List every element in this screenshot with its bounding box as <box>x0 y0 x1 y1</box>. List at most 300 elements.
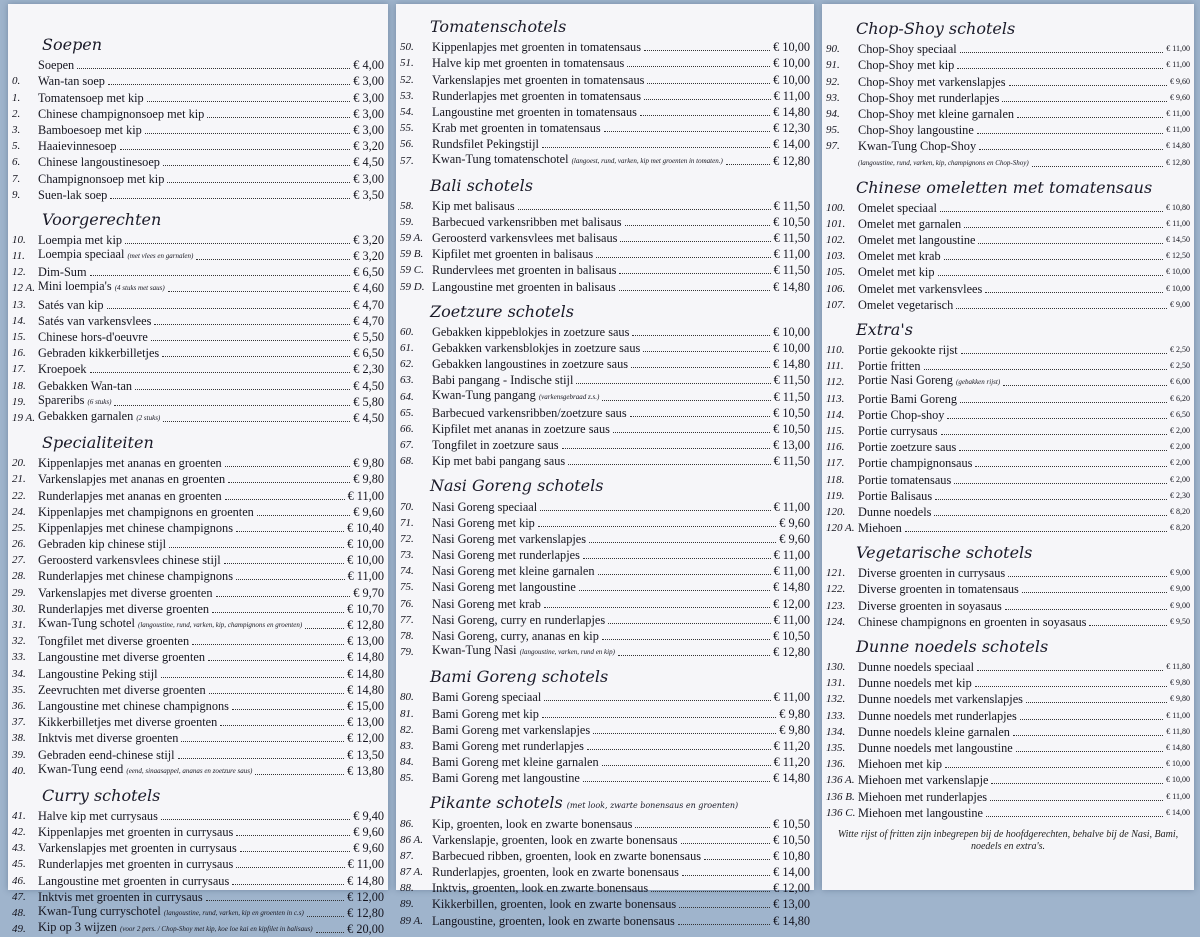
menu-item <box>400 453 810 469</box>
item-name <box>432 579 576 595</box>
item-name <box>432 230 617 246</box>
item-price: € 11,20 <box>773 738 810 753</box>
item-name-text: Nasi Goreng met varkenslapjes <box>432 531 587 546</box>
item-name-text: Inktvis met groenten in currysaus <box>38 889 203 904</box>
item-number: 52. <box>400 73 414 86</box>
menu-item <box>400 563 810 579</box>
item-number: 76. <box>400 597 414 610</box>
item-name <box>858 659 974 675</box>
item-name <box>858 248 941 264</box>
item-number: 136 A. <box>826 774 855 787</box>
item-price: € 2,50 <box>1170 345 1190 354</box>
section-title <box>430 301 810 323</box>
item-name-text: Gebakken garnalen <box>38 408 134 423</box>
item-price: € 4,70 <box>353 297 384 312</box>
item-name-text: Kippenlapjes met groenten in tomatensaus <box>432 40 641 55</box>
item-number: 53. <box>400 89 414 102</box>
item-price: € 9,00 <box>1170 568 1190 578</box>
item-number: 41. <box>12 809 26 822</box>
menu-item <box>12 520 384 536</box>
item-number: 100. <box>826 201 846 214</box>
dot-leader <box>1089 625 1167 626</box>
item-price: € 11,50 <box>773 373 810 388</box>
item-name <box>432 547 580 563</box>
menu-item <box>400 754 810 770</box>
item-name <box>432 340 640 356</box>
item-price: € 3,00 <box>353 74 384 89</box>
item-number: 62. <box>400 358 414 371</box>
item-name-text: Kwan-Tung Chop-Shoy <box>858 139 977 154</box>
item-number: 86. <box>400 817 414 830</box>
item-name <box>858 153 1029 171</box>
item-number: 14. <box>12 314 26 327</box>
item-name-text: Wan-tan soep <box>38 74 105 89</box>
item-name <box>38 633 189 649</box>
item-number: 92. <box>826 75 840 88</box>
item-name-text: Kwan-Tung pangang <box>432 387 536 402</box>
item-name <box>858 200 937 216</box>
menu-section-list <box>400 198 810 295</box>
section-title-text: Vegetarische schotels <box>856 543 1033 563</box>
item-name-text: Portie zoetzure saus <box>858 440 957 455</box>
item-number: 59 D. <box>400 280 425 293</box>
menu-item <box>12 248 384 264</box>
dot-leader <box>682 875 770 876</box>
item-name-text: Kwan-Tung schotel <box>38 616 135 630</box>
item-number: 55. <box>400 122 414 135</box>
item-price: € 14,80 <box>773 913 810 928</box>
dot-leader <box>643 351 770 352</box>
menu-item <box>12 808 384 824</box>
menu-item <box>400 864 810 880</box>
item-name-text: Dunne noedels met kip <box>858 676 972 691</box>
item-number: 51. <box>400 57 414 70</box>
item-name-text: Gebraden eend-chinese stijl <box>38 747 175 762</box>
menu-item <box>12 106 384 122</box>
dot-leader <box>544 607 770 608</box>
dot-leader <box>975 466 1167 467</box>
item-price: € 10,00 <box>1166 759 1190 769</box>
item-number: 115. <box>826 424 845 437</box>
item-number: 29. <box>12 586 26 599</box>
item-name <box>432 453 565 469</box>
item-price: € 2,00 <box>1170 425 1190 435</box>
item-number: 75. <box>400 581 414 594</box>
item-name <box>858 423 938 439</box>
item-name-text: Omelet met garnalen <box>858 216 962 231</box>
item-name <box>858 772 988 788</box>
item-name <box>432 722 590 738</box>
item-name-text: Krab met groenten in tomatensaus <box>432 121 601 136</box>
item-number: 123. <box>826 599 846 612</box>
item-number: 3. <box>12 123 21 136</box>
menu-item <box>826 788 1190 804</box>
menu-item <box>826 374 1190 390</box>
item-name-text: Kippenlapjes met ananas en groenten <box>38 456 222 471</box>
item-price: € 11,00 <box>773 247 810 262</box>
item-name-text: Miehoen met varkenslapje <box>858 773 989 788</box>
menu-item <box>12 504 384 520</box>
dot-leader <box>959 450 1167 451</box>
item-name <box>38 297 104 313</box>
item-name-text: Halve kip met currysaus <box>38 808 158 823</box>
menu-item <box>12 487 384 503</box>
item-number: 136 B. <box>826 790 855 803</box>
item-name <box>432 55 624 71</box>
item-price: € 10,50 <box>773 405 810 420</box>
menu-item <box>12 840 384 856</box>
item-number: 2. <box>12 107 21 120</box>
menu-item <box>400 612 810 628</box>
dot-leader <box>542 147 770 148</box>
section-title <box>430 666 810 688</box>
dot-leader <box>940 211 1163 212</box>
item-number: 133. <box>826 709 846 722</box>
dot-leader <box>161 819 350 820</box>
item-name <box>858 805 983 821</box>
item-number: 61. <box>400 342 414 354</box>
dot-leader <box>957 68 1163 69</box>
dot-leader <box>307 916 344 917</box>
item-name-text: Loempia met kip <box>38 232 123 247</box>
dot-leader <box>108 84 350 85</box>
menu-section-list <box>826 342 1190 536</box>
item-name-text: Portie Nasi Goreng <box>858 373 953 388</box>
item-name <box>858 297 953 313</box>
dot-leader <box>644 50 770 51</box>
item-name-text: Suen-lak soep <box>38 187 108 202</box>
menu-item <box>12 170 384 186</box>
dot-leader <box>651 891 770 892</box>
item-price: € 10,50 <box>773 832 810 847</box>
item-note: (voor 2 pers. / Chop-Shoy met kip, koe loe kai en kipfilet in balisaus) <box>119 925 313 934</box>
menu-item <box>400 262 810 278</box>
menu-item <box>826 280 1190 296</box>
item-price: € 9,70 <box>353 585 384 600</box>
item-number: 121. <box>826 567 846 580</box>
menu-item <box>400 531 810 547</box>
item-price: € 12,00 <box>347 889 384 904</box>
dot-leader <box>975 686 1167 687</box>
menu-item <box>400 71 810 87</box>
dot-leader <box>540 510 770 511</box>
item-price: € 10,00 <box>773 341 810 355</box>
item-price: € 10,40 <box>347 520 384 535</box>
dot-leader <box>986 816 1163 817</box>
item-price: € 2,00 <box>1170 442 1190 452</box>
item-price: € 2,30 <box>353 362 384 377</box>
menu-item <box>400 39 810 55</box>
item-number: 93. <box>826 91 840 104</box>
item-number: 28. <box>12 570 26 583</box>
item-name-text: Nasi Goreng met krab <box>432 596 541 611</box>
menu-section-list <box>400 39 810 169</box>
item-name-text: Varkenslapjes met groenten in currysaus <box>38 841 237 856</box>
item-number: 124. <box>826 615 846 628</box>
menu-section-list <box>12 57 384 203</box>
item-name <box>432 832 678 848</box>
item-name-text: Nasi Goreng, curry, ananas en kip <box>432 629 599 643</box>
item-note: (6 stuks) <box>87 397 112 406</box>
item-price: € 3,00 <box>353 122 384 137</box>
item-name <box>432 72 644 88</box>
section-title-text: Pikante schotels <box>430 793 563 813</box>
item-name-text: Kippenlapjes met champignons en groenten <box>38 504 254 519</box>
item-price: € 9,80 <box>779 706 810 721</box>
dot-leader <box>945 767 1163 768</box>
menu-item <box>826 297 1190 313</box>
dot-leader <box>110 198 350 199</box>
menu-panel-right <box>822 4 1194 890</box>
item-number: 24. <box>12 505 26 518</box>
item-name-text: Varkenslapjes met diverse groenten <box>38 585 213 600</box>
item-name-text: Kip met balisaus <box>432 198 515 213</box>
menu-item <box>826 90 1190 106</box>
item-name <box>38 171 164 187</box>
item-name-text: Kippenlapjes met chinese champignons <box>38 520 233 535</box>
dot-leader <box>960 402 1167 403</box>
item-name-text: Miehoen met kip <box>858 757 943 772</box>
item-number: 84. <box>400 756 414 769</box>
menu-section-list <box>400 324 810 470</box>
item-name-text: Omelet met langoustine <box>858 233 976 248</box>
item-price: € 9,60 <box>1170 76 1190 86</box>
item-name <box>858 724 1010 740</box>
item-price: € 14,80 <box>773 771 810 786</box>
dot-leader <box>990 800 1163 801</box>
item-name-text: Runderlapjes met chinese champignons <box>38 569 233 584</box>
menu-item <box>826 659 1190 675</box>
section-title <box>856 542 1190 564</box>
item-number: 60. <box>400 325 414 338</box>
section-title-text: Soepen <box>42 35 103 54</box>
item-number: 120. <box>826 505 846 518</box>
item-name-text: Babi pangang - Indische stijl <box>432 373 574 388</box>
item-price: € 9,60 <box>353 825 384 840</box>
menu-item <box>400 912 810 928</box>
dot-leader <box>608 623 770 624</box>
item-price: € 8,20 <box>1170 523 1190 533</box>
dot-leader <box>1022 592 1167 593</box>
item-price: € 14,80 <box>1166 141 1190 151</box>
item-number: 35. <box>12 683 26 696</box>
item-name-text: Dunne noedels kleine garnalen <box>858 724 1010 739</box>
item-price: € 15,00 <box>347 698 384 713</box>
menu-item <box>12 824 384 840</box>
item-name <box>432 754 599 770</box>
item-number: 122. <box>826 583 846 596</box>
menu-item <box>12 361 384 377</box>
dot-leader <box>145 133 350 134</box>
item-price: € 4,50 <box>353 155 384 170</box>
menu-item <box>12 921 384 937</box>
item-name <box>858 504 931 520</box>
menu-item <box>826 423 1190 439</box>
item-price: € 9,60 <box>353 504 384 519</box>
item-name-text: Nasi Goreng, curry en runderlapjes <box>432 612 606 627</box>
item-name-text: Nasi Goreng met kleine garnalen <box>432 564 595 579</box>
menu-item <box>826 488 1190 504</box>
menu-item <box>12 313 384 329</box>
item-name <box>432 864 679 880</box>
item-number: 0. <box>12 75 21 88</box>
dot-leader <box>208 660 344 661</box>
dot-leader <box>1009 85 1167 86</box>
item-number: 105. <box>826 266 846 279</box>
item-price: € 11,00 <box>1166 108 1190 118</box>
item-price: € 9,00 <box>1170 600 1190 610</box>
menu-item <box>826 471 1190 487</box>
menu-section-list <box>826 659 1190 821</box>
menu-item <box>400 579 810 595</box>
dot-leader <box>589 542 776 543</box>
item-price: € 4,50 <box>353 378 384 393</box>
item-note: (eend, sinaasappel, ananas en zoetzure saus) <box>126 766 253 775</box>
dot-leader <box>587 749 771 750</box>
item-name-text: Langoustine met groenten in balisaus <box>432 279 616 294</box>
item-name <box>38 455 222 471</box>
item-number: 77. <box>400 613 414 626</box>
section-title-text: Nasi Goreng schotels <box>430 476 604 496</box>
item-name <box>38 138 117 154</box>
menu-item <box>826 154 1190 170</box>
item-name <box>38 408 160 426</box>
dot-leader <box>726 164 770 165</box>
item-name <box>38 154 160 170</box>
menu-item <box>826 106 1190 122</box>
menu-item <box>400 738 810 754</box>
menu-item <box>826 520 1190 536</box>
dot-leader <box>232 884 344 885</box>
item-name <box>432 324 629 340</box>
dot-leader <box>947 418 1167 419</box>
item-name <box>432 642 615 660</box>
item-name <box>38 730 178 746</box>
section-title-text: Chop-Shoy schotels <box>856 19 1016 38</box>
item-name <box>858 407 944 423</box>
item-number: 50. <box>400 41 414 54</box>
dot-leader <box>631 367 770 368</box>
section-title <box>856 177 1190 199</box>
dot-leader <box>168 291 351 292</box>
item-price: € 3,50 <box>353 187 384 202</box>
dot-leader <box>163 165 350 166</box>
item-name <box>432 738 584 754</box>
item-name <box>38 585 213 601</box>
item-name-text: Chinese champignonsoep met kip <box>38 106 205 121</box>
item-name <box>432 120 601 136</box>
item-price: € 10,70 <box>347 601 384 616</box>
dot-leader <box>647 83 770 84</box>
menu-item <box>12 665 384 681</box>
item-name-text: Geroosterd varkensvlees chinese stijl <box>38 553 221 568</box>
menu-item <box>400 55 810 71</box>
item-name-text: Varkenslapjes met groenten in tomatensaus <box>432 72 645 87</box>
menu-item <box>826 41 1190 57</box>
dot-leader <box>162 356 350 357</box>
item-name-text: Runderlapjes met groenten in tomatensaus <box>432 88 641 103</box>
item-name-text: Portie champignonsaus <box>858 456 973 471</box>
item-price: € 11,00 <box>1166 60 1190 70</box>
item-name <box>38 361 87 377</box>
dot-leader <box>209 693 344 694</box>
item-name <box>432 104 637 120</box>
item-price: € 12,80 <box>347 906 384 920</box>
menu-item <box>12 649 384 665</box>
item-price: € 14,80 <box>773 104 810 119</box>
item-name-text: Langoustine met diverse groenten <box>38 650 205 665</box>
item-number: 16. <box>12 347 26 360</box>
item-number: 26. <box>12 538 26 551</box>
item-name <box>432 214 622 230</box>
item-name <box>432 612 605 628</box>
item-price: € 13,80 <box>347 763 384 778</box>
item-price: € 9,40 <box>353 808 384 823</box>
item-name <box>858 614 1086 630</box>
menu-section-list <box>826 41 1190 171</box>
item-price: € 2,50 <box>1170 361 1190 371</box>
item-name <box>858 372 1000 390</box>
dot-leader <box>640 115 770 116</box>
item-name <box>38 246 193 264</box>
dot-leader <box>232 709 344 710</box>
menu-item <box>12 329 384 345</box>
item-number: 10. <box>12 233 26 246</box>
item-price: € 13,00 <box>773 438 810 453</box>
item-price: € 9,80 <box>353 456 384 471</box>
item-name <box>858 472 951 488</box>
item-price: € 14,00 <box>773 865 810 880</box>
section-title-text: Zoetzure schotels <box>430 301 574 321</box>
item-number: 88. <box>400 882 414 895</box>
menu-item <box>400 832 810 848</box>
item-name-text: Nasi Goreng met langoustine <box>432 580 576 595</box>
section-title-text: Tomatenschotels <box>430 17 567 36</box>
section-note: (met look, zwarte bonensaus en groenten) <box>566 801 739 811</box>
item-number: 91. <box>826 59 840 72</box>
dot-leader <box>228 482 350 483</box>
item-number: 38. <box>12 732 26 745</box>
item-name-text: Runderlapjes met ananas en groenten <box>38 488 222 503</box>
item-name-text: Dim-Sum <box>38 265 87 280</box>
item-price: € 14,80 <box>773 279 810 294</box>
menu-item <box>12 584 384 600</box>
item-name-text: Rundervlees met groenten in balisaus <box>432 263 617 278</box>
item-name-text: Bami Goreng met varkenslapjes <box>432 722 591 737</box>
item-note: (langoustine, varken, rund en kip) <box>519 648 615 657</box>
menu-section-list <box>400 689 810 786</box>
menu-item <box>12 763 384 779</box>
item-number: 86 A. <box>400 833 424 846</box>
item-name <box>38 682 206 698</box>
dot-leader <box>1026 702 1167 703</box>
item-number: 13. <box>12 298 26 311</box>
item-name-text: Tongfilet in zoetzure saus <box>432 438 559 453</box>
item-number: 59 B. <box>400 248 424 261</box>
item-price: € 3,00 <box>353 106 384 121</box>
menu-item <box>12 73 384 89</box>
dot-leader <box>632 335 770 336</box>
item-name <box>858 675 972 691</box>
item-number: 117. <box>826 457 845 470</box>
item-price: € 13,50 <box>347 747 384 762</box>
dot-leader <box>576 383 770 384</box>
item-name-text: Chop-Shoy langoustine <box>858 123 974 138</box>
menu-item <box>826 581 1190 597</box>
item-number: 47. <box>12 890 26 903</box>
item-name <box>858 708 1017 724</box>
menu-item <box>400 198 810 214</box>
